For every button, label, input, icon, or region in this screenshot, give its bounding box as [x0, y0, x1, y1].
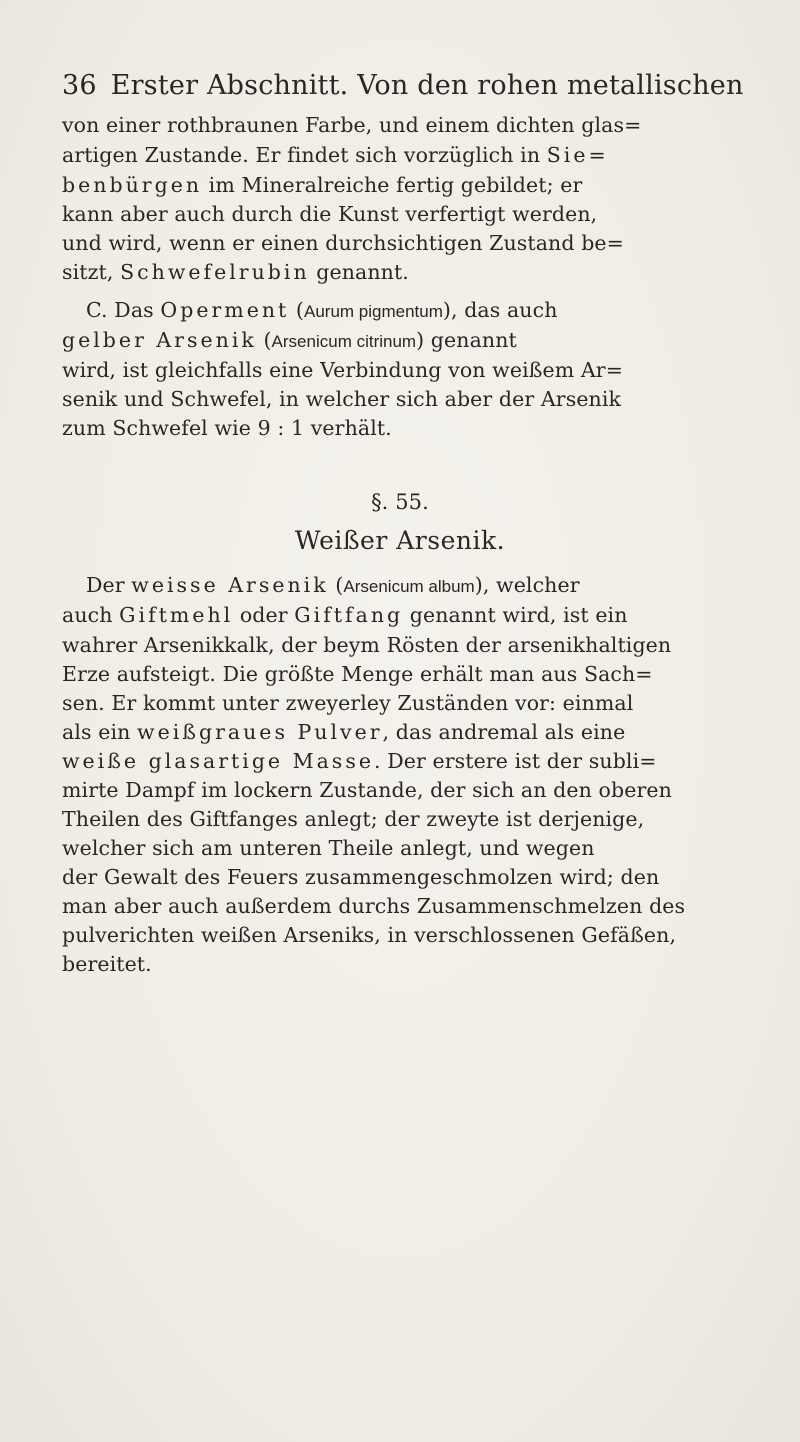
text-line: Erze aufsteigt. Die größte Menge erhält man aus Sach=: [62, 662, 653, 686]
spaced-term: Schwefelrubin: [120, 260, 310, 284]
spaced-term: weißgraues Pulver: [137, 720, 383, 744]
text-line: der Gewalt des Feuers zusammengeschmolzen wird; den: [62, 865, 660, 889]
text-line: zum Schwefel wie 9 : 1 verhält.: [62, 416, 392, 440]
spaced-term: Operment: [160, 298, 290, 322]
text-line: wird, ist gleichfalls eine Verbindung von weißem Ar=: [62, 358, 623, 382]
text-line: sitzt, Schwefelrubin genannt.: [62, 260, 409, 284]
latin-term: Arsenicum album: [343, 577, 475, 596]
text-line: sen. Er kommt unter zweyerley Zuständen vor: einmal: [62, 691, 634, 715]
spaced-term: Sie=: [546, 143, 609, 167]
text-line: mirte Dampf im lockern Zustande, der sich an den oberen: [62, 778, 672, 802]
text-line: man aber auch außerdem durchs Zusammenschmelzen des: [62, 894, 686, 918]
running-header: [62, 70, 744, 101]
text-line: pulverichten weißen Arseniks, in verschlossenen Gefäßen,: [62, 923, 677, 947]
text-line: von einer rothbraunen Farbe, und einem dichten glas=: [62, 113, 642, 137]
text-line: artigen Zustande. Er findet sich vorzüglich in Sie=: [62, 143, 609, 167]
page-number: 36: [62, 70, 97, 101]
spaced-term: weisse Arsenik: [131, 573, 329, 597]
section-title: Weißer Arsenik.: [294, 526, 506, 555]
latin-term: Arsenicum citrinum: [271, 332, 417, 351]
section-number: §. 55.: [371, 490, 429, 514]
running-title: Erster Abschnitt. Von den rohen metallischen: [110, 70, 744, 101]
text-line: benbürgen im Mineralreiche fertig gebildet; er: [62, 173, 583, 197]
text-line: senik und Schwefel, in welcher sich aber der Arsenik: [62, 387, 622, 411]
latin-term: Aurum pigmentum: [303, 302, 443, 321]
spaced-term: benbürgen: [62, 173, 203, 197]
text-line: weiße glasartige Masse. Der erstere ist der subli=: [62, 749, 657, 773]
spaced-term: weiße glasartige Masse: [62, 749, 374, 773]
spaced-term: Giftfang: [294, 603, 404, 627]
text-line: bereitet.: [62, 952, 152, 976]
text-line: und wird, wenn er einen durchsichtigen Zustand be=: [62, 231, 624, 255]
text-line: gelber Arsenik (Arsenicum citrinum) genannt: [62, 328, 517, 352]
text-line: Theilen des Giftfanges anlegt; der zweyte ist derjenige,: [62, 807, 645, 831]
text-line: als ein weißgraues Pulver, das andremal als eine: [62, 720, 626, 744]
text-line: welcher sich am unteren Theile anlegt, und wegen: [62, 836, 595, 860]
text-line: kann aber auch durch die Kunst verfertigt werden,: [62, 202, 598, 226]
spaced-term: gelber Arsenik: [62, 328, 257, 352]
text-line: C. Das Operment (Aurum pigmentum), das auch: [86, 298, 558, 322]
spaced-term: Giftmehl: [119, 603, 234, 627]
text-line: Der weisse Arsenik (Arsenicum album), welcher: [86, 573, 580, 597]
text-line: auch Giftmehl oder Giftfang genannt wird, ist ein: [62, 603, 628, 627]
text-line: wahrer Arsenikkalk, der beym Rösten der arsenikhaltigen: [62, 633, 672, 657]
